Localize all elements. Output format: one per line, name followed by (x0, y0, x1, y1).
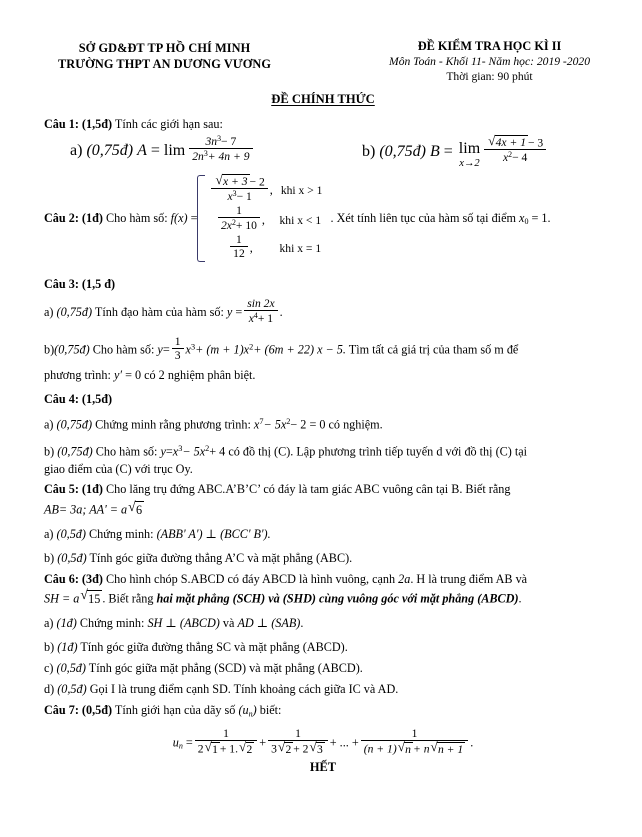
sqrt-icon: √ 4x + 1 (488, 133, 526, 150)
question-2-label: Câu 2: (44, 211, 79, 226)
sqrt-icon: √ 2 (239, 739, 253, 756)
question-3-points: : (1,5 đ) (74, 277, 116, 292)
question-6: Câu 6: (3đ) Cho hình chóp S.ABCD có đáy ABCD là hình vuông, cạnh 2a. H là trung điểm AB và (44, 571, 528, 586)
question-3a: a) (0,75đ) Tính đạo hàm của hàm số: y = $\frac{\sin 2x}{x^4+ 1}$ . (44, 297, 283, 326)
question-7: Câu 7: (0,5đ) Tính giới hạn của dãy số $(u_n)$ biết: (44, 702, 282, 718)
exam-end-marker: HẾT (309, 760, 337, 775)
official-exam-text: ĐỀ CHÍNH THỨC (271, 92, 375, 106)
brace-icon (197, 175, 205, 262)
question-6b-marker: b) (44, 639, 55, 654)
piecewise-condition-1: khi x > 1 (280, 184, 323, 198)
question-2-prompt: Cho hàm số: (105, 211, 168, 226)
exam-meta (389, 38, 596, 84)
question-5b-marker: b) (44, 550, 55, 565)
question-5-given: AB= 3a; AA' = a √ 6 (44, 498, 143, 517)
question-1b-points: (0,75đ) (379, 142, 426, 160)
sqrt-icon: √ n (397, 739, 411, 756)
question-1b-marker: b) (362, 142, 376, 160)
question-5-points: : (1đ) (74, 482, 103, 497)
question-5b-points: (0,5đ) (57, 550, 87, 565)
question-1b-fraction (484, 135, 546, 165)
sqrt-icon: √ 3 (309, 739, 323, 756)
question-6a: a) (1đ) Chứng minh: SH ⊥ (ABCD) và AD ⊥ (SAB). (44, 615, 304, 630)
exam-title: ĐỀ KIỂM TRA HỌC KÌ II (417, 39, 562, 53)
question-6-emphasis: hai mặt phẳng (SCH) và (SHD) cùng vuông góc với mặt phẳng (ABCD) (156, 591, 519, 606)
question-3b: b)(0,75đ) Cho hàm số: y= $\frac{1}{3}$ $x^3+ (m + 1)x^2+ (6m + 22) x - 5$. Tìm tất cả giá trị của tham số m để (44, 335, 519, 363)
question-5a-marker: a) (44, 526, 54, 541)
question-6c: c) (0,5đ) Tính góc giữa mặt phẳng (SCD) và mặt phẳng (ABCD). (44, 660, 363, 675)
question-1a-var: A (137, 142, 147, 160)
question-1b-denominator: $x^2- 4$ (484, 149, 546, 165)
question-1-parts (44, 133, 602, 169)
question-7-formula: $u_n$ = 1 2 √ 1 + 1. √ 2 + 1 3 √ 2 + 2 √ 3 + ... + 1 (n + 1) √ n + n √ n + 1 . (172, 726, 474, 756)
sqrt-icon: √ 15 (80, 587, 101, 606)
question-1a-denominator: $2n^3+ 4n + 9$ (189, 148, 252, 164)
document-header (44, 38, 602, 84)
question-1a (44, 133, 362, 166)
question-6-given: SH = a √ 15 . Biết rằng hai mặt phẳng (SCH) và (SHD) cùng vuông góc với mặt phẳng (ABCD). (44, 587, 522, 606)
question-3a-text: Tính đạo hàm của hàm số: (94, 305, 224, 320)
school-name: TRƯỜNG THPT AN DƯƠNG VƯƠNG (58, 57, 272, 71)
question-1-label: Câu 1: (44, 117, 79, 131)
question-6c-points: (0,5đ) (56, 660, 86, 675)
question-1 (44, 116, 602, 133)
q7-term-1: 1 2 √ 1 + 1. √ 2 (195, 727, 258, 756)
question-4-points: (1,5đ) (81, 391, 113, 406)
sqrt-icon: √ x + 3 (215, 172, 248, 189)
question-2-tail: . Xét tính liên tục của hàm số tại điểm $x_0 = 1$. (330, 211, 551, 227)
question-4a-marker: a) (44, 416, 54, 431)
question-6d: d) (0,5đ) Gọi I là trung điểm cạnh SD. Tính khoảng cách giữa IC và AD. (44, 681, 399, 696)
question-3-label: Câu 3 (44, 277, 75, 292)
piecewise-condition-2: khi x < 1 (279, 213, 322, 227)
question-7-label: Câu 7: (44, 702, 79, 717)
question-4b-line2: giao điểm của (C) với trục Oy. (44, 462, 193, 477)
question-4b: b) (0,75đ) Cho hàm số: $y=x^3- 5x^2+ 4$ có đồ thị (C). Lập phương trình tiếp tuyến d với đồ thị (C) tại (44, 443, 528, 459)
question-4b-points: (0,75đ) (57, 444, 93, 459)
piecewise-branch-2: $\frac{1}{2x^2+ 10}$ , khi x < 1 (209, 206, 322, 235)
question-1b-numerator: √ 4x + 1 − 3 (488, 133, 544, 150)
question-6d-marker: d) (44, 681, 55, 696)
question-1a-marker: a) (70, 142, 83, 160)
question-1a-lim: lim (163, 142, 186, 160)
sqrt-icon: √ 1 (204, 739, 218, 756)
question-4b-marker: b) (44, 444, 55, 459)
sqrt-icon: √ n + 1 (430, 739, 464, 756)
question-1a-points: (0,75đ) (86, 142, 134, 160)
question-1a-fraction (189, 135, 252, 164)
question-2-points: (1đ) (81, 211, 103, 226)
question-1-prompt: Tính các giới hạn sau: (114, 117, 223, 131)
question-3a-fraction: $\frac{\sin 2x}{x^4+ 1}$ (244, 297, 277, 326)
question-3b-points: (0,75đ) (54, 342, 90, 357)
sqrt-icon: √ 6 (128, 498, 143, 517)
question-6a-marker: a) (44, 615, 54, 630)
question-4-label: Câu 4: (44, 391, 79, 406)
question-2-intro: Câu 2: (1đ) Cho hàm số: f(x) = (44, 211, 198, 226)
issuing-authority (58, 38, 271, 72)
question-3b-line2: phương trình: y′ = 0 có 2 nghiệm phân biệt. (44, 367, 256, 382)
question-1b-eq: = (443, 142, 453, 160)
sqrt-icon: √ 2 (277, 739, 292, 756)
question-5a: a) (0,5đ) Chứng minh: (ABB' A') ⊥ (BCC' B'). (44, 526, 271, 541)
question-4a: a) (0,75đ) Chứng minh rằng phương trình: $x^7- 5x^2- 2 = 0$ có nghiệm. (44, 416, 383, 431)
question-4 (44, 391, 602, 408)
question-3a-points: (0,75đ) (56, 305, 93, 320)
question-7-points: (0,5đ) (81, 702, 113, 717)
question-6-label: Câu 6: (44, 571, 79, 586)
question-6d-points: (0,5đ) (57, 681, 87, 696)
piecewise-branch-3: $\frac{1}{12}$ , khi x = 1 (209, 235, 322, 263)
exam-duration: Thời gian: 90 phút (446, 70, 533, 83)
question-1-points: (1,5đ) (81, 117, 113, 131)
question-6-points: (3đ) (81, 571, 103, 586)
question-3 (44, 276, 602, 293)
question-1b (362, 133, 602, 169)
exam-subject: Môn Toán - Khối 11- Năm học: 2019 -2020 (389, 55, 590, 68)
q7-term-n: 1 (n + 1) √ n + n √ n + 1 (361, 727, 468, 756)
question-3a-marker: a) (44, 305, 54, 320)
question-6c-marker: c) (44, 660, 54, 675)
question-1b-limit-operator: lim x→2 (458, 140, 481, 169)
question-5-label: Câu 5 (44, 482, 75, 497)
question-5a-points: (0,5đ) (56, 526, 86, 541)
q7-term-2: 1 3 √ 2 + 2 √ 3 (268, 727, 328, 756)
piecewise-condition-3: khi x = 1 (279, 241, 322, 255)
question-1a-numerator: $3n^3- 7$ (205, 133, 237, 148)
official-exam-label (44, 92, 602, 107)
question-5b: b) (0,5đ) Tính góc giữa đường thẳng A’C và mặt phẳng (ABC). (44, 550, 353, 565)
department-name: SỞ GD&ĐT TP HỒ CHÍ MINH (78, 41, 251, 55)
question-3b-marker: b) (44, 342, 55, 357)
question-6a-points: (1đ) (56, 615, 77, 630)
question-3b-text: Tìm tất cả giá trị của tham số m để (348, 342, 519, 357)
question-6b-points: (1đ) (57, 639, 78, 654)
question-4a-points: (0,75đ) (56, 416, 93, 431)
piecewise-branch-1: √ x + 3 − 2 $x^3- 1$ , khi x > 1 (209, 175, 322, 205)
question-2 (44, 172, 602, 262)
question-1b-var: B (429, 142, 440, 160)
piecewise-function (197, 172, 323, 262)
question-1a-eq: = (150, 142, 160, 160)
question-6b: b) (1đ) Tính góc giữa đường thẳng SC và mặt phẳng (ABCD). (44, 639, 348, 654)
question-5 (44, 481, 602, 498)
question-5-intro: Cho lăng trụ đứng ABC.A’B’C’ có đáy là tam giác ABC vuông cân tại B. Biết rằng (105, 482, 511, 497)
